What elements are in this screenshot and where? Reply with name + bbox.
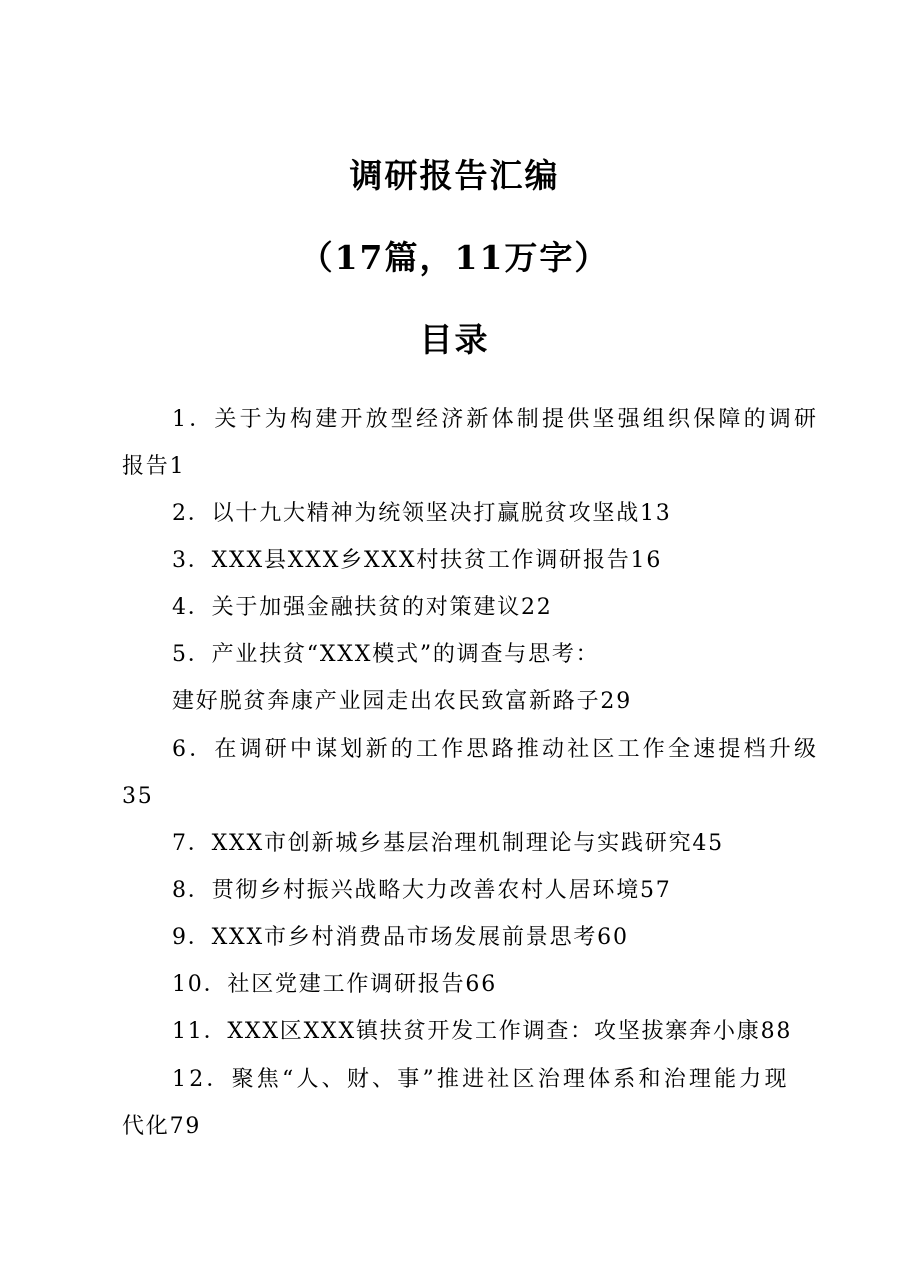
toc-entry-continuation[interactable]: 35 <box>122 784 154 809</box>
document-subtitle: （17篇，11万字） <box>299 238 610 277</box>
toc-entry[interactable]: 12．聚焦“人、财、事”推进社区治理体系和治理能力现 <box>172 1067 790 1092</box>
toc-entry[interactable]: 6．在调研中谋划新的工作思路推动社区工作全速提档升级 <box>172 737 820 762</box>
toc-entry[interactable]: 4．关于加强金融扶贫的对策建议22 <box>172 595 553 620</box>
toc-entry[interactable]: 2．以十九大精神为统领坚决打赢脱贫攻坚战13 <box>172 501 672 526</box>
toc-entry[interactable]: 7．XXX市创新城乡基层治理机制理论与实践研究45 <box>172 831 724 856</box>
toc-entry[interactable]: 1．关于为构建开放型经济新体制提供坚强组织保障的调研 <box>172 407 820 432</box>
toc-entry-continuation[interactable]: 代化79 <box>122 1114 202 1139</box>
toc-entry-continuation[interactable]: 报告1 <box>122 454 186 479</box>
document-title: 调研报告汇编 <box>349 156 560 195</box>
toc-entry[interactable]: 5．产业扶贫“XXX模式”的调查与思考： <box>172 642 600 667</box>
toc-entry[interactable]: 9．XXX市乡村消费品市场发展前景思考60 <box>172 925 629 950</box>
toc-entry-continuation[interactable]: 建好脱贫奔康产业园走出农民致富新路子29 <box>172 689 632 714</box>
toc-heading: 目录 <box>419 320 490 359</box>
toc-entry[interactable]: 8．贯彻乡村振兴战略大力改善农村人居环境57 <box>172 878 672 903</box>
toc-entry[interactable]: 3．XXX县XXX乡XXX村扶贫工作调研报告16 <box>172 548 663 573</box>
toc-entry[interactable]: 11．XXX区XXX镇扶贫开发工作调查：攻坚拔寨奔小康88 <box>172 1019 793 1044</box>
toc-entry[interactable]: 10．社区党建工作调研报告66 <box>172 972 497 997</box>
